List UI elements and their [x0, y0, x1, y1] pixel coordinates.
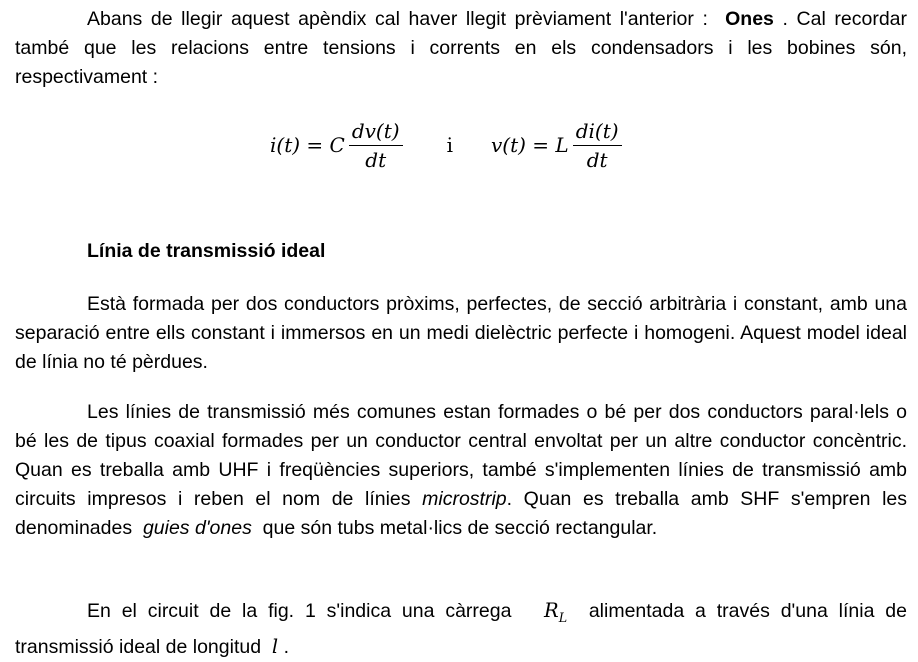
eq2-lhs: v(t) = L	[490, 133, 569, 157]
eq2-denominator: dt	[586, 147, 608, 172]
equations-conjunction: i	[446, 133, 453, 157]
paragraph-line-types	[15, 398, 907, 543]
intro-paragraph	[15, 5, 907, 92]
length-symbol: l	[271, 634, 279, 658]
load-subscript: L	[558, 609, 568, 625]
paragraph-line-types-text-b: . Quan es treballa amb SHF s'empren les denominades	[15, 488, 908, 539]
ones-reference: Ones	[725, 8, 774, 30]
eq2-fraction	[573, 119, 622, 172]
paragraph-circuit	[15, 596, 907, 662]
equations-block	[270, 112, 626, 178]
intro-text-before: Abans de llegir aquest apèndix cal haver llegit prèviament l'anterior :	[87, 8, 708, 30]
eq1-denominator: dt	[365, 147, 387, 172]
paragraph-line-types-text-a: Les línies de transmissió més comunes estan formades o bé per dos conductors paral·lels o bé les de tipus coaxial formades per un conductor central envoltat per un altre conductor concèntric. Quan es treballa amb UHF i freqüències superiors, també s'implementen línies de transmissió amb circuits impresos i reben el nom de línies	[15, 401, 907, 510]
eq1-lhs: i(t) = C	[270, 133, 345, 157]
paragraph-ideal-line	[15, 290, 907, 377]
paragraph-circuit-text-b: alimentada a través d'una línia de transmissió ideal de longitud	[15, 600, 907, 658]
intro-text-after: . Cal recordar també que les relacions entre tensions i corrents en els condensadors i les bobines són, respectivament :	[15, 8, 908, 88]
waveguide-term: guies d'ones	[142, 517, 252, 539]
eq1-numerator: dv(t)	[349, 119, 403, 146]
paragraph-circuit-text-a: En el circuit de la fig. 1 s'indica una càrrega	[87, 600, 512, 622]
eq1-fraction	[349, 119, 403, 172]
paragraph-ideal-line-text: Està formada per dos conductors pròxims, perfectes, de secció arbitrària i constant, amb una separació entre ells constant i immersos en un medi dielèctric perfecte i homogeni. Aquest model ideal de línia no té pèrdues.	[15, 293, 907, 373]
section-heading: Línia de transmissió ideal	[87, 240, 326, 262]
paragraph-circuit-text-c: .	[283, 635, 289, 658]
paragraph-line-types-text-c: que són tubs metal·lics de secció rectangular.	[262, 517, 658, 539]
eq2-numerator: di(t)	[573, 119, 622, 146]
load-symbol: $R_L$	[544, 599, 568, 625]
microstrip-term: microstrip	[422, 488, 507, 510]
